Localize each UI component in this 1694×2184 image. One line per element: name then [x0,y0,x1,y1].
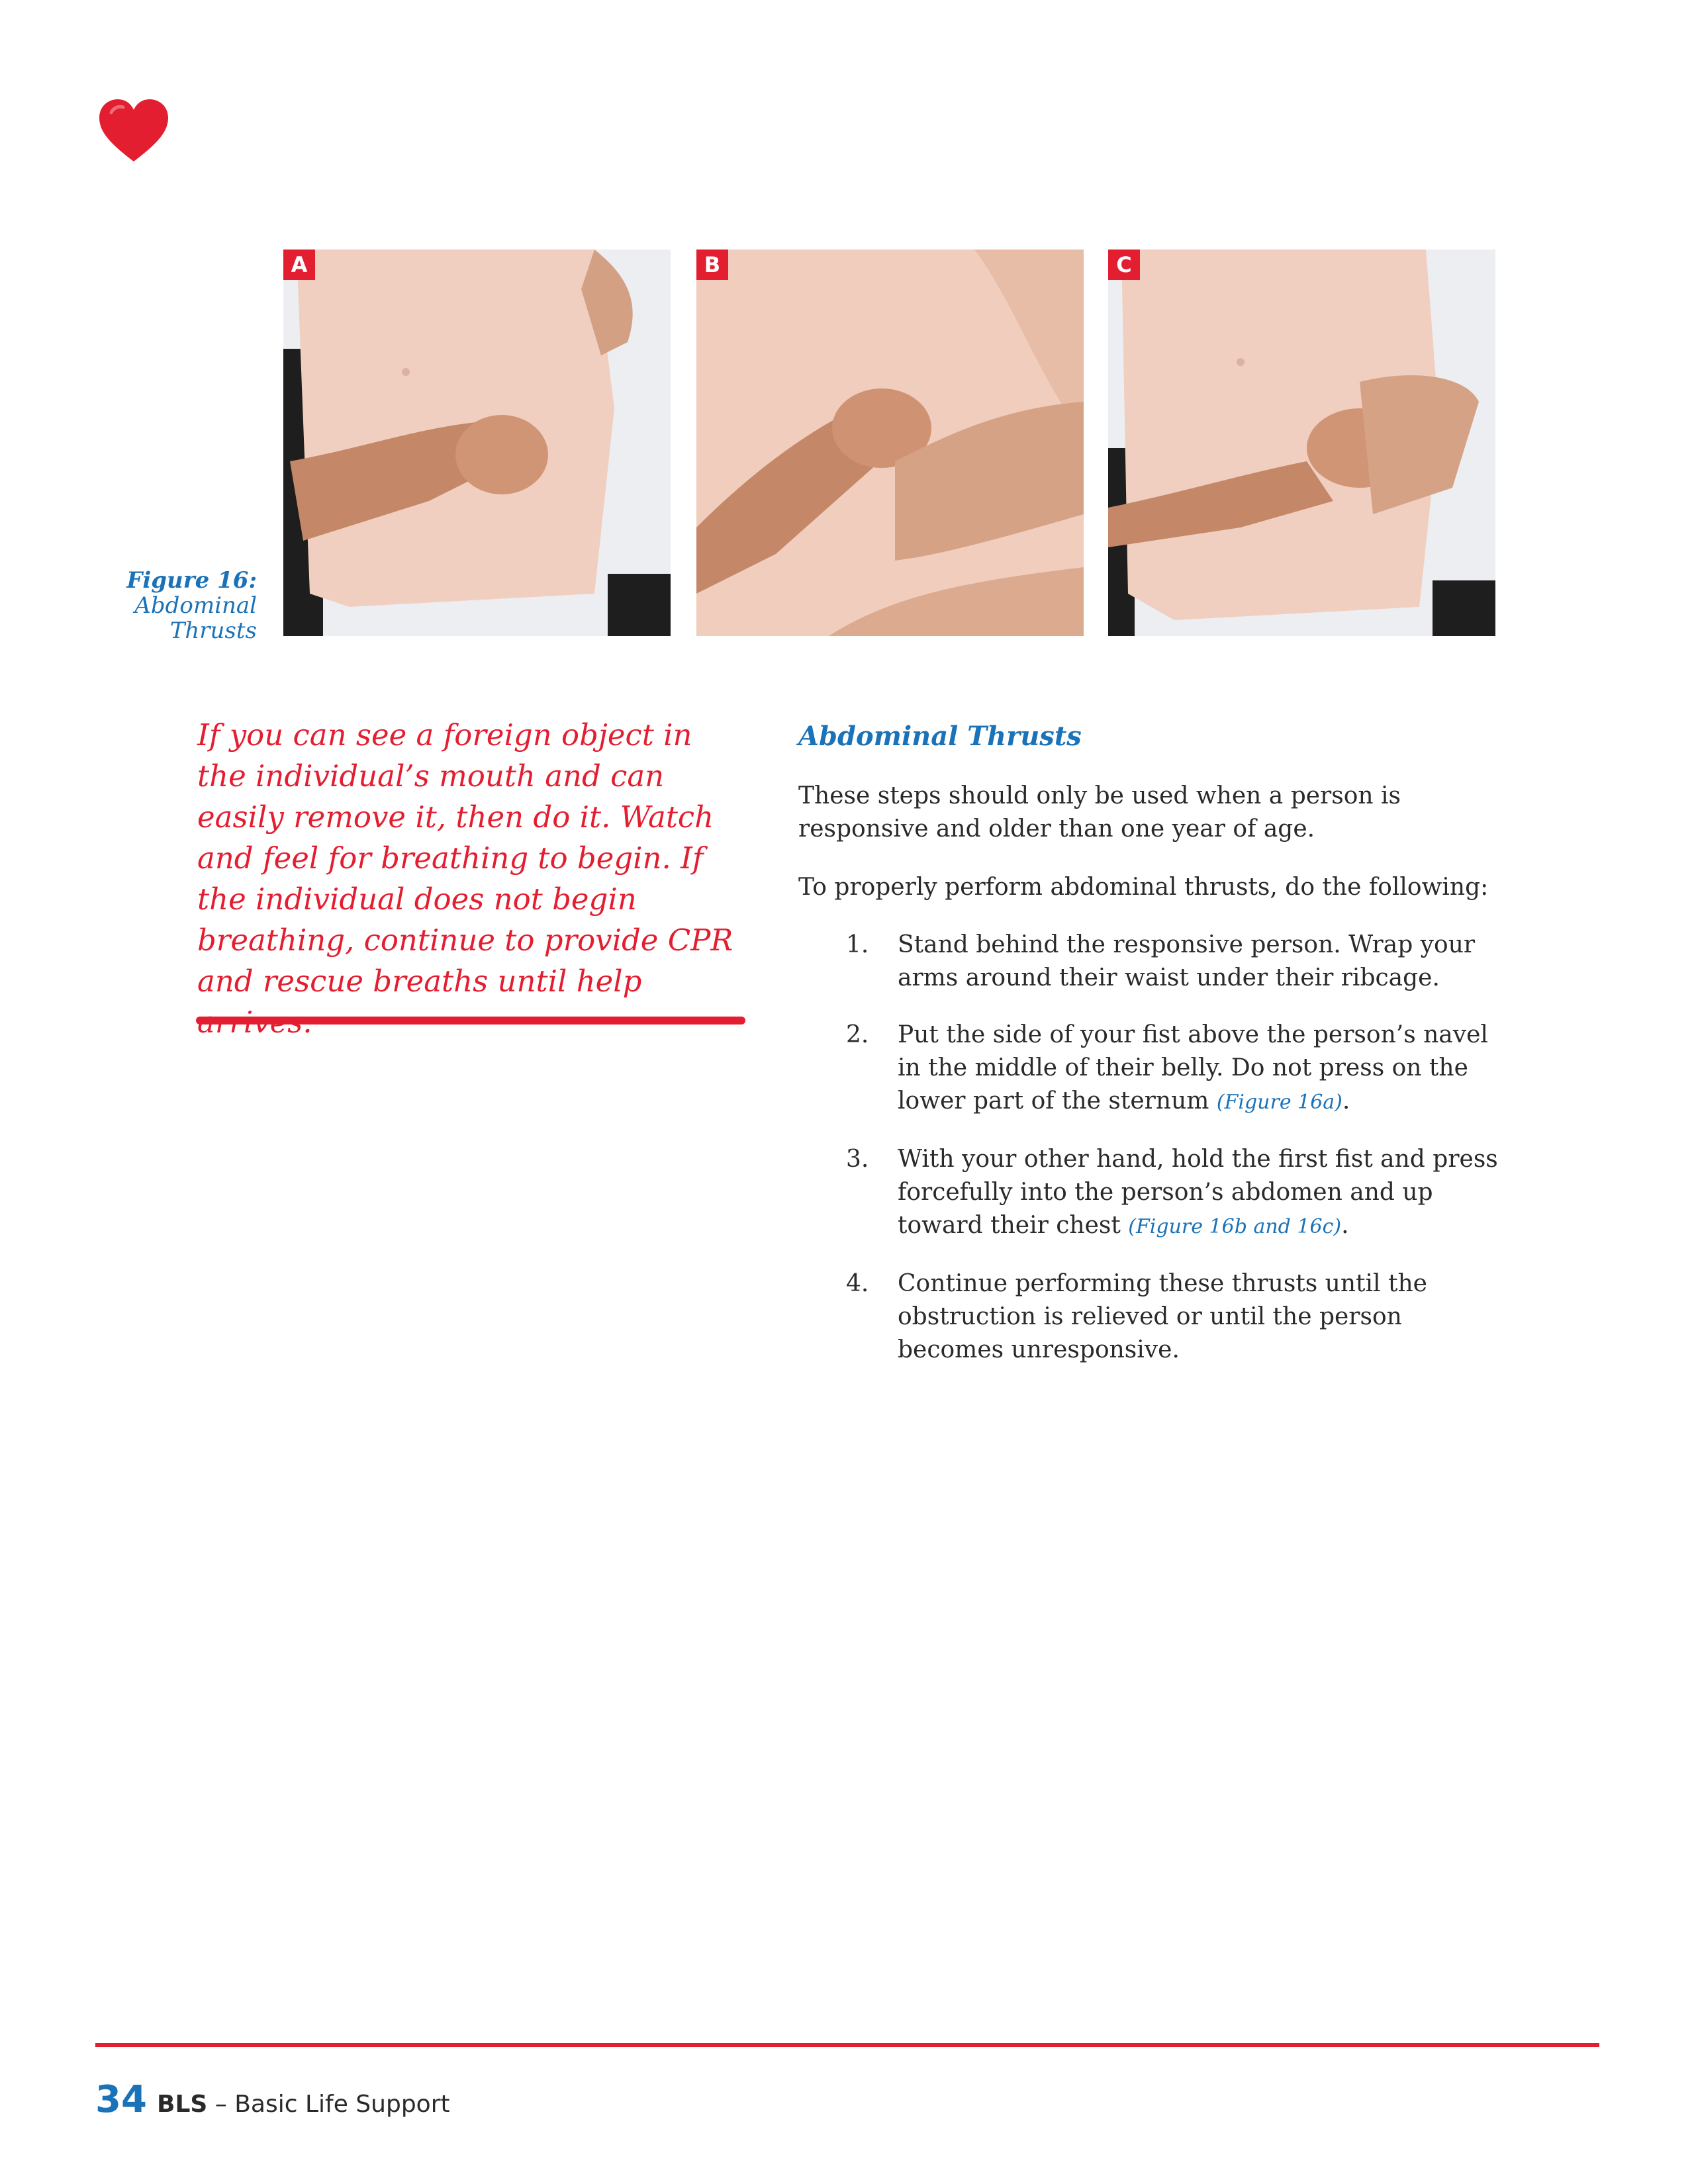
photo-a-illustration [283,250,671,636]
page-number: 34 [95,2078,147,2121]
step-text: With your other hand, hold the first fist and press forcefully into the person’s abdomen and up toward their chest [898,1146,1498,1239]
list-item [798,1267,1500,1367]
figure-number: Figure 16: [126,567,257,594]
figure-caption [99,568,257,643]
photo-b-illustration [696,250,1084,636]
callout-text: If you can see a foreign object in the individual’s mouth and can easily remove it, then do it. Watch and feel for breathing to begin. If the individual does not begin breathing, continue to provide CPR and rescue breaths until help [197,717,733,999]
panel-label-b: B [696,250,728,280]
figure-photo-c [1108,250,1495,636]
figure-reference: (Figure 16a) [1216,1091,1342,1114]
footer-title: – Basic Life Support [207,2091,450,2118]
panel-label-c: C [1108,250,1140,280]
list-item [798,1143,1500,1244]
list-item [798,1019,1500,1119]
page-footer [95,2078,450,2121]
step-end: . [1341,1212,1349,1239]
steps-list [798,929,1500,1390]
footer-brand: BLS [157,2091,208,2118]
step-text: Put the side of your fist above the person’s navel in the middle of their belly. Do not press on the lower part of the sternum [898,1021,1488,1115]
step-number: 3. [846,1146,869,1173]
figure-photo-a [283,250,671,636]
figure-photo-b [696,250,1084,636]
step-number: 1. [846,931,869,958]
photo-c-illustration [1108,250,1495,636]
step-text: Stand behind the responsive person. Wrap your arms around their waist under their ribcage. [898,931,1476,991]
callout-underline [196,1017,745,1024]
figure-reference: (Figure 16b and 16c) [1128,1215,1342,1238]
step-end: . [1342,1087,1350,1115]
list-item [798,929,1500,995]
step-text: Continue performing these thrusts until the obstruction is relieved or until the person becomes unresponsive. [898,1270,1427,1363]
heart-icon [98,98,169,164]
step-number: 4. [846,1270,869,1297]
section-heading: Abdominal Thrusts [798,721,1082,752]
figure-title-line2: Thrusts [169,617,257,644]
panel-label-a: A [283,250,315,280]
footer-divider [95,2043,1599,2047]
section-intro: These steps should only be used when a person is responsive and older than one year of age. [798,782,1401,842]
section-lead-in: To properly perform abdominal thrusts, do the following: [798,874,1489,901]
step-number: 2. [846,1021,869,1048]
figure-title-line1: Abdominal [134,592,257,619]
